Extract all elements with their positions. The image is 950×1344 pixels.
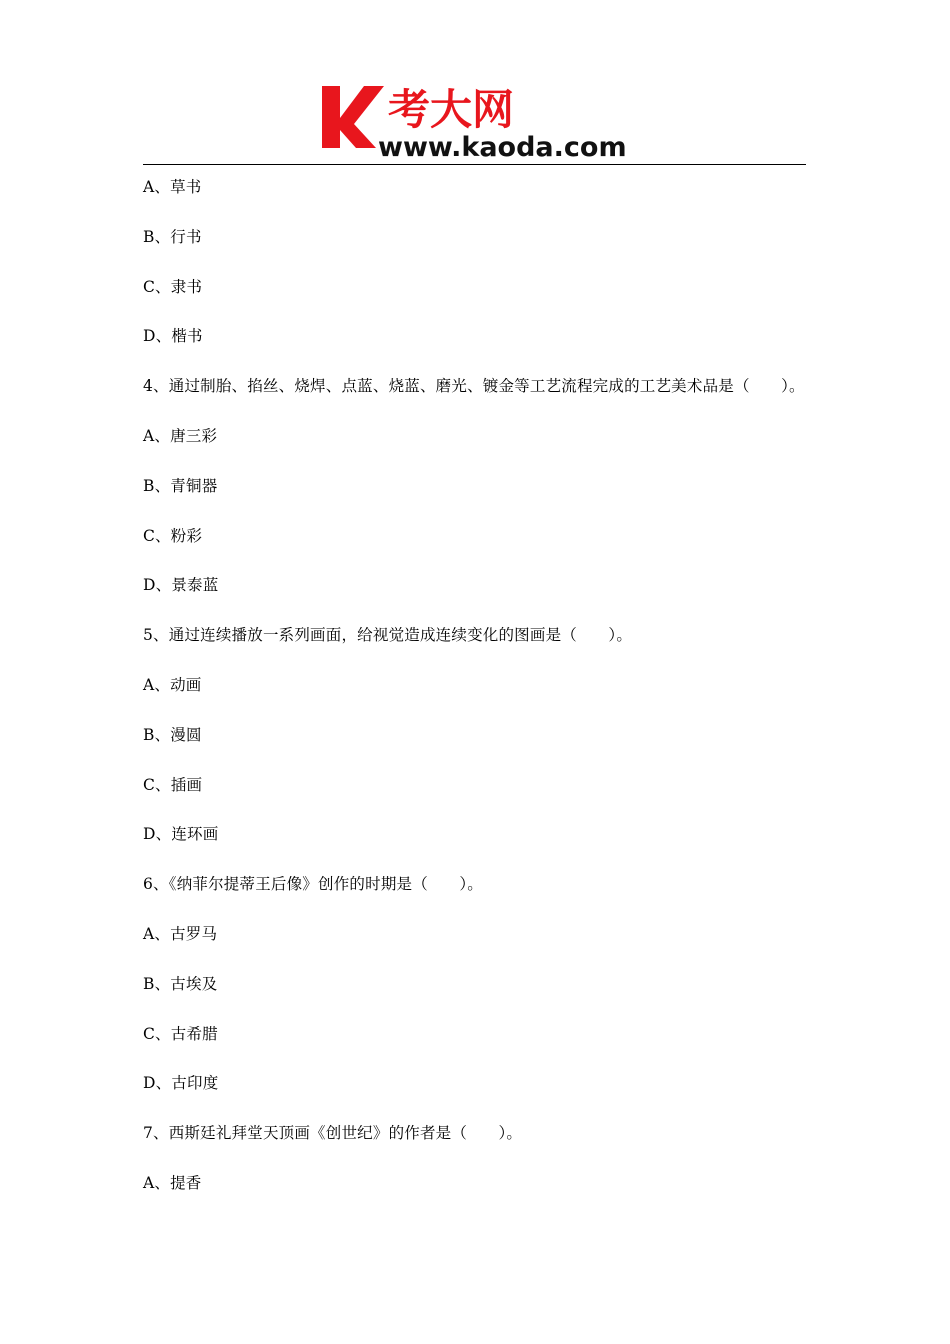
option-a-q3: A、草书 (143, 178, 202, 196)
option-a-q5: A、动画 (143, 675, 202, 694)
option-d-q3: D、楷书 (143, 327, 203, 346)
option-b-q6: B、古埃及 (143, 974, 218, 993)
question-4: 4、通过制胎、掐丝、烧焊、点蓝、烧蓝、磨光、镀金等工艺流程完成的工艺美术品是（ ）。 (143, 377, 805, 396)
option-c-q5: C、插画 (143, 775, 203, 794)
exam-content (143, 174, 823, 1220)
option-c-q4: C、粉彩 (143, 526, 203, 545)
option-d-q5: D、连环画 (143, 825, 219, 844)
option-b-q4: B、青铜器 (143, 476, 218, 495)
option-a-q6: A、古罗马 (143, 924, 218, 943)
question-7: 7、西斯廷礼拜堂天顶画《创世纪》的作者是（ ）。 (143, 1124, 523, 1143)
kaoda-logo[interactable] (318, 78, 648, 160)
question-5: 5、通过连续播放一系列画面，给视觉造成连续变化的图画是（ ）。 (143, 626, 633, 645)
kaoda-logo-graphic (318, 78, 648, 160)
svg-text:www.kaoda.com: www.kaoda.com (378, 132, 627, 160)
question-6: 6、《纳菲尔提蒂王后像》创作的时期是（ ）。 (143, 875, 483, 894)
option-c-q6: C、古希腊 (143, 1024, 218, 1043)
option-b-q3: B、行书 (143, 227, 202, 246)
option-a-q7: A、提香 (143, 1173, 202, 1192)
svg-text:考大网: 考大网 (388, 85, 515, 134)
page-header (0, 0, 950, 168)
option-b-q5: B、漫圆 (143, 725, 202, 744)
header-divider (143, 164, 806, 165)
option-d-q6: D、古印度 (143, 1074, 219, 1093)
option-a-q4: A、唐三彩 (143, 426, 218, 445)
option-d-q4: D、景泰蓝 (143, 576, 219, 595)
option-c-q3: C、隶书 (143, 277, 203, 296)
